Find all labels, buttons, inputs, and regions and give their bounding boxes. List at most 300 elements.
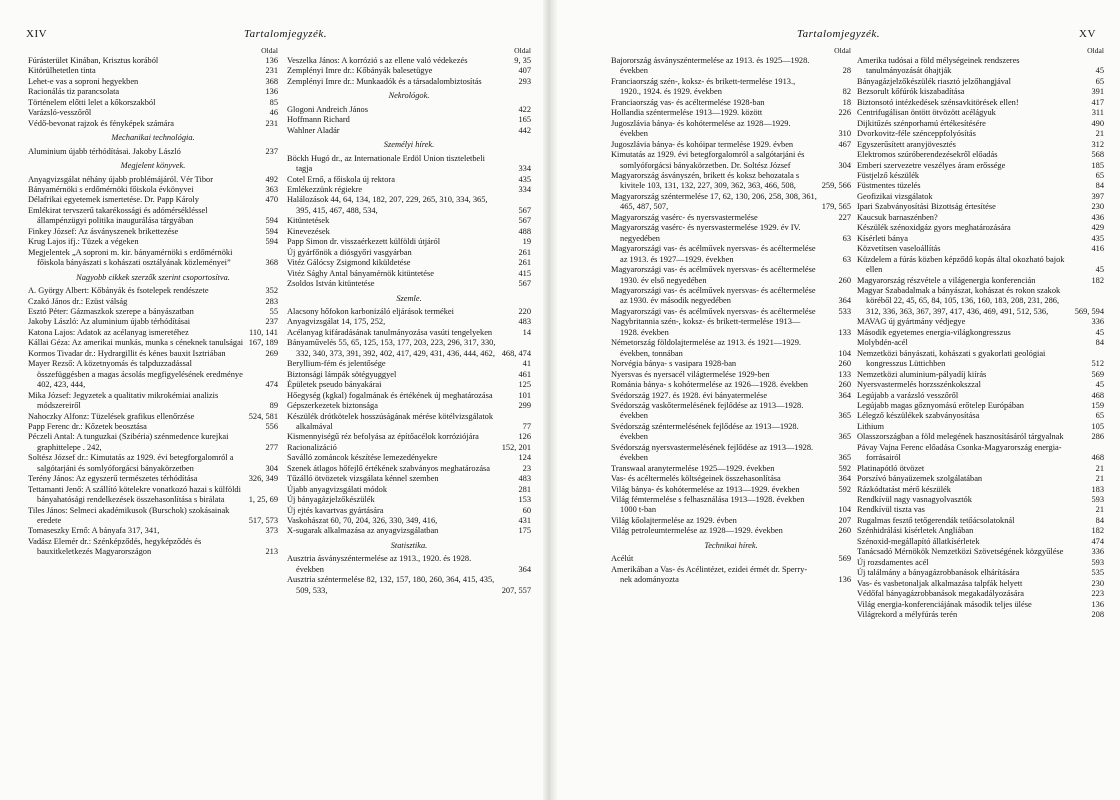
index-entry	[287, 317, 531, 327]
entry-page-number: 105	[1073, 422, 1104, 432]
index-entry	[611, 380, 851, 390]
entry-page-number: 152, 201	[501, 442, 531, 452]
entry-page-number: 533	[820, 307, 851, 317]
entry-title: Alacsony hőfokon karbonizáló eljárások termékei	[287, 306, 454, 316]
entry-page-number: 364	[500, 565, 531, 575]
entry-page-number: 125	[500, 380, 531, 390]
entry-page-number: 41	[500, 359, 531, 369]
entry-title: Rendkívül tiszta vas	[857, 505, 925, 515]
entry-title: Anyagvizsgálat néhány újabb problémájáról. Vér Tibor	[28, 174, 213, 184]
entry-title: Lehet-e vas a soproni hegyekben	[28, 76, 139, 86]
entry-title: Ipari Szabványosítási Bizottság értesítése	[857, 202, 996, 212]
section-heading: Személyi hírek.	[383, 140, 435, 150]
entry-title: Ausztria ásványszéntermelése az 1913., 1920. és 1928. években	[287, 554, 472, 574]
right-page-column-1	[611, 46, 851, 586]
entry-page-number: 179, 565	[821, 202, 851, 212]
entry-title: Új rozsdamentes acél	[857, 557, 929, 567]
entry-page-number: 391	[1073, 87, 1104, 97]
index-entry	[28, 391, 278, 412]
entry-title: Svédország 1927. és 1928. évi bányatermelése	[611, 390, 768, 400]
column-page-label: Oldal	[514, 46, 531, 55]
index-entry	[28, 297, 278, 307]
entry-page-number: 352	[247, 286, 278, 296]
entry-title: Világ fémtermelése s felhasználása 1913—1928. években 1000 t-ban	[611, 495, 805, 515]
entry-title: Magyar Szabadalmak a bányászat, kohászat és rokon szakok köréből 22, 45, 65, 84, 105, 136, 160, 183, 208, 231, 286, 312, 336, 363, 367, 397, 417, 436, 469, 491, 512, 536,	[857, 285, 1061, 316]
index-entry	[857, 349, 1104, 370]
entry-title: Vas- és acéltermelés költségeinek összehasonlítása	[611, 474, 781, 484]
index-entry	[857, 244, 1104, 254]
index-entry	[611, 98, 851, 108]
entry-page-number: 183	[1073, 485, 1104, 495]
index-entry	[611, 150, 851, 171]
index-entry	[857, 98, 1104, 108]
section-heading: Statisztika.	[390, 540, 428, 550]
entry-title: Biztonsotó intézkedések szénsavkitörések ellen!	[857, 97, 1019, 107]
entry-title: Emlékirat tervszerű takarékossági és adómérsékléssel állampénzügyi politika inaugurálása tárgyában	[28, 205, 208, 226]
entry-page-number: 126	[500, 432, 531, 442]
entry-page-number: 175	[500, 526, 531, 536]
entry-page-number: 363	[247, 185, 278, 195]
entry-page-number: 45	[1073, 328, 1104, 338]
entry-page-number: 77	[500, 422, 531, 432]
entry-page-number: 231	[247, 119, 278, 129]
entry-title: Terény János: Az egyszerű természetes térhódítása	[28, 474, 198, 484]
index-entry	[287, 154, 531, 175]
index-entry	[28, 526, 278, 536]
index-entry	[287, 185, 531, 195]
entry-page-number: 474	[247, 380, 278, 390]
entry-title: Veszelka János: A korrózió s az ellene való védekezés	[287, 56, 468, 65]
entry-title: Papp Ferenc dr.: Kőzetek beosztása	[28, 421, 147, 431]
entry-page-number: 334	[500, 164, 531, 174]
entry-page-number: 431	[500, 516, 531, 526]
entry-page-number: 535	[1073, 568, 1104, 578]
entry-title: Jakoby László: Az aluminium újabb térhódításai	[28, 317, 191, 327]
index-entry	[857, 495, 1104, 505]
entry-title: Acélanyag kifáradásának tanulmányozása vasúti tengelyeken	[287, 327, 493, 337]
index-entry	[28, 359, 278, 390]
index-entry	[857, 213, 1104, 223]
entry-title: Nyersvastermelés horzsszénkokszzal	[857, 380, 981, 390]
index-entry	[287, 453, 531, 463]
entry-title: Védőfal bányagázrobbanások megakadályozására	[857, 589, 1024, 599]
left-page	[0, 0, 543, 800]
entry-title: Tiles János: Selmeci akadémikusok (Burschok) szokásainak eredete	[28, 505, 230, 526]
index-entry	[857, 391, 1104, 401]
index-entry	[857, 150, 1104, 160]
entry-page-number: 46	[247, 108, 278, 118]
entry-page-number: 368	[247, 77, 278, 87]
entry-title: Bányagázjelzőkészülék riasztó jelzőhangjával	[857, 76, 1011, 86]
entry-title: Olasszországban a föld melegének hasznosításáról tárgyalnak	[857, 432, 1064, 442]
section-heading: Megjelent könyvek.	[120, 161, 186, 171]
entry-page-number: 65	[1073, 411, 1104, 421]
index-entry	[28, 237, 278, 247]
entry-title: Vitéz Gálócsy Zsigmond kiküldetése	[287, 258, 411, 268]
entry-title: Tanácsadó Mérnökök Nemzetközi Szövetségének közgyűlése	[857, 547, 1064, 557]
entry-page-number: 512	[1073, 359, 1104, 369]
entry-title: Vadász Elemér dr.: Szénképződés, hegyképződés és bauxitkeletkezés Magyarországon	[28, 536, 202, 557]
entry-title: Hollandia széntermelése 1913—1929. között	[611, 108, 763, 118]
entry-page-number: 567	[500, 206, 531, 216]
entry-page-number: 21	[1073, 474, 1104, 484]
index-entry	[857, 516, 1104, 526]
entry-title: Elektromos szúróberendezésekről előadás	[857, 150, 998, 160]
entry-page-number: 592	[820, 464, 851, 474]
entry-title: Németország földolajtermelése az 1913. és 1921—1929. években, tonnában	[611, 338, 802, 358]
entry-page-number: 277	[247, 443, 278, 453]
entry-page-number: 568	[1073, 150, 1104, 160]
index-entry	[611, 565, 851, 586]
index-entry	[857, 526, 1104, 536]
index-entry	[28, 185, 278, 195]
index-entry	[857, 411, 1104, 421]
index-entry	[857, 119, 1104, 129]
index-entry	[287, 370, 531, 380]
index-entry	[287, 269, 531, 279]
entry-page-number: 110, 141	[248, 327, 278, 337]
index-entry	[857, 255, 1104, 276]
entry-page-number: 470	[247, 195, 278, 205]
index-entry	[287, 401, 531, 411]
entry-title: Magyarország széntermelése 17, 62, 130, 206, 258, 308, 361, 465, 487, 507,	[611, 191, 817, 212]
entry-page-number: 334	[500, 185, 531, 195]
index-entry	[857, 56, 1104, 77]
index-entry	[857, 234, 1104, 244]
entry-page-number: 364	[820, 296, 851, 306]
entry-title: Svédország nyersvastermelésének fejlődése az 1913—1928. években	[611, 442, 814, 463]
index-entry	[857, 579, 1104, 589]
index-entry	[611, 464, 851, 474]
entry-title: Emlékezzünk régiekre	[287, 184, 363, 194]
entry-title: Történelem előtti lelet a kőkorszakból	[28, 97, 156, 107]
index-entry	[857, 181, 1104, 191]
index-entry	[857, 161, 1104, 171]
entry-title: Kísérleti bánya	[857, 233, 908, 243]
index-entry	[28, 248, 278, 269]
entry-page-number: 365	[820, 411, 851, 421]
entry-title: Katona Lajos: Adatok az acélanyag ismeretéhez	[28, 327, 189, 337]
index-entry	[287, 391, 531, 401]
left-page-number: XIV	[26, 28, 48, 40]
index-entry	[287, 126, 531, 136]
entry-title: Amerika tudósai a föld mélységeinek rendszeres tanulmányozását óhajtják	[857, 56, 1020, 76]
entry-title: Papp Simon dr. visszaérkezett külföldi útjáról	[287, 237, 441, 247]
entry-title: Mayer Rezső: A közetnyomás és talpduzzadással összefüggésben a magas ácsolás megfigyelésének eredménye 402, 423, 444,	[28, 359, 243, 390]
entry-title: Magyarország részvétele a világenergia konferencián	[857, 275, 1036, 285]
entry-page-number: 124	[500, 453, 531, 463]
entry-page-number: 89	[247, 401, 278, 411]
entry-page-number: 364	[820, 474, 851, 484]
entry-page-number: 223	[1073, 589, 1104, 599]
entry-title: Új találmány a bányagázrobbanások elhárítására	[857, 568, 1020, 578]
index-entry	[857, 464, 1104, 474]
entry-title: Délafrikai egyetemek ismertetése. Dr. Papp Károly	[28, 195, 199, 205]
entry-title: Esztó Péter: Gázmaszkok szerepe a bányászatban	[28, 306, 194, 316]
entry-page-number: 21	[1073, 464, 1104, 474]
entry-title: Védő-bevonat rajzok és fényképek számára	[28, 118, 175, 128]
index-entry	[611, 286, 851, 307]
entry-page-number: 259, 566	[821, 181, 851, 191]
entry-title: Mika József: Jegyzetek a qualitativ mikrokémiai analizis módszereiről	[28, 390, 219, 411]
index-entry	[287, 443, 531, 453]
entry-title: Porszívó bányaüzemek szolgálatában	[857, 474, 983, 484]
entry-title: Hoffmann Richard	[287, 115, 350, 125]
entry-page-number: 461	[500, 370, 531, 380]
entry-title: Rugalmas fesztő tetőgerendák tetőácsolatoknál	[857, 515, 1015, 525]
entry-page-number: 65	[1073, 171, 1104, 181]
entry-title: Kitüntetések	[287, 216, 330, 226]
entry-title: Varázsló-vesszőről	[28, 108, 92, 118]
index-entry	[28, 537, 278, 558]
index-entry	[28, 286, 278, 296]
index-entry	[287, 516, 531, 526]
index-entry	[28, 474, 278, 484]
entry-title: Racionalizáció	[287, 442, 337, 452]
index-entry	[287, 432, 531, 442]
index-entry	[287, 66, 531, 76]
index-entry	[857, 610, 1104, 620]
entry-page-number: 407	[500, 66, 531, 76]
index-entry	[287, 56, 531, 66]
entry-title: Vas- és vasbetonaljak alkalmazása talpfák helyett	[857, 578, 1023, 588]
right-page	[557, 0, 1120, 800]
entry-title: Füstjelző készülék	[857, 170, 920, 180]
entry-page-number: 468, 474	[501, 348, 531, 358]
index-entry	[28, 119, 278, 129]
index-entry	[611, 443, 851, 464]
entry-title: Fúrásterület Kinában, Krisztus korából	[28, 56, 159, 65]
entry-page-number: 304	[820, 161, 851, 171]
entry-title: Wahlner Aladár	[287, 125, 340, 135]
index-entry	[28, 108, 278, 118]
entry-page-number: 435	[500, 175, 531, 185]
entry-page-number: 569	[1073, 370, 1104, 380]
entry-page-number: 104	[820, 349, 851, 359]
entry-page-number: 260	[820, 359, 851, 369]
entry-page-number: 293	[500, 77, 531, 87]
entry-title: Transwaal aranytermelése 1925—1929. években	[611, 463, 775, 473]
index-entry	[287, 105, 531, 115]
entry-title: Kállai Géza: Az amerikai munkás, munka s céneknek tanulságai	[28, 338, 244, 348]
entry-page-number: 593	[1073, 495, 1104, 505]
entry-page-number: 483	[500, 474, 531, 484]
entry-title: Világ bánya- és kohótermelése az 1913—1929. években	[611, 484, 800, 494]
right-page-header: Tartalomjegyzék.	[797, 28, 881, 40]
index-entry	[28, 328, 278, 338]
index-entry	[857, 223, 1104, 233]
entry-title: Emberi szervezetre veszélyes áram erőssége	[857, 160, 1006, 170]
right-page-column-2	[857, 46, 1104, 620]
index-entry	[857, 600, 1104, 610]
entry-page-number: 84	[1073, 516, 1104, 526]
entry-page-number: 397	[1073, 192, 1104, 202]
index-entry	[611, 359, 851, 369]
index-entry	[857, 77, 1104, 87]
index-entry	[28, 56, 278, 66]
index-entry	[287, 506, 531, 516]
entry-page-number: 63	[820, 255, 851, 265]
index-entry	[857, 286, 1104, 317]
entry-page-number: 45	[1073, 265, 1104, 275]
entry-title: Geofizikai vizsgálatok	[857, 191, 933, 201]
index-entry	[857, 129, 1104, 139]
index-entry	[611, 495, 851, 516]
entry-page-number: 153	[500, 495, 531, 505]
entry-title: Zemplényi Imre dr.: Munkaadók és a társadalombiztosítás	[287, 76, 482, 86]
index-entry	[287, 115, 531, 125]
entry-title: Czakó János dr.: Ezüst válság	[28, 296, 128, 306]
entry-page-number: 182	[1073, 526, 1104, 536]
entry-page-number: 226	[820, 108, 851, 118]
entry-title: Böckh Hugó dr., az Internationale Erdöl Union tiszteletbeli tagja	[287, 153, 485, 174]
entry-page-number: 269	[247, 349, 278, 359]
entry-page-number: 468	[1073, 391, 1104, 401]
index-entry	[28, 485, 278, 506]
entry-title: Finkey József: Az ásványszenek brikettezése	[28, 226, 179, 236]
entry-title: Románia bánya- s kohótermelése az 1926—1928. években	[611, 380, 808, 390]
entry-title: Platinapótló ötvözet	[857, 463, 925, 473]
entry-page-number: 365	[820, 453, 851, 463]
entry-title: Pávay Vajna Ferenc előadása Csonka-Magyarország energia-forrásairól	[857, 442, 1062, 463]
entry-page-number: 416	[1073, 244, 1104, 254]
entry-title: Gépszerkezetek biztonsága	[287, 401, 378, 411]
entry-page-number: 18	[820, 98, 851, 108]
index-entry	[611, 119, 851, 140]
index-entry	[287, 195, 531, 216]
entry-title: Soltész József dr.: Kimutatás az 1929. évi betegforgalomról a salgótarjáni és somlyóforgácsi bányakörzetben	[28, 453, 234, 473]
index-entry	[287, 464, 531, 474]
left-page-header: Tartalomjegyzék.	[244, 28, 328, 40]
entry-page-number: 415	[500, 269, 531, 279]
entry-title: Amerikában a Vas- és Acélintézet, ezidei érmét dr. Sperry-nek adományozta	[611, 564, 808, 585]
entry-page-number: 492	[247, 175, 278, 185]
entry-title: Bányamérnöki s erdőmérnöki főiskola évkönyvei	[28, 184, 194, 194]
index-entry	[611, 516, 851, 526]
left-page-column-1	[28, 46, 278, 558]
index-entry	[611, 554, 851, 564]
entry-title: A. György Albert: Kőbányák és fsotelepek rendészete	[28, 286, 209, 296]
entry-title: Tettamanti Jenő: A szállító kötelekre vonatkozó hazai s külföldi bányahatósági rendelkezések összehasonlítása s birálata	[28, 484, 241, 505]
index-entry	[287, 237, 531, 247]
right-page-number: XV	[1079, 28, 1096, 40]
index-entry	[287, 307, 531, 317]
entry-title: Tomaseszky Ernő: A bányafa 317, 341,	[28, 526, 160, 536]
entry-title: Lithium	[857, 421, 884, 431]
entry-title: Megjelentek „A soproni m. kir. bányamérnöki s erdőmérnöki főiskola bányászati s kohászati osztályának közleményei”	[28, 247, 233, 268]
index-entry	[857, 422, 1104, 432]
entry-title: Legújabb a varázsló vesszőről	[857, 390, 959, 400]
entry-title: Zemplényi Imre dr.: Kőbányák balesetügye	[287, 66, 433, 76]
entry-page-number: 213	[247, 547, 278, 557]
index-entry	[287, 227, 531, 237]
entry-page-number: 336	[1073, 547, 1104, 557]
entry-page-number: 261	[500, 258, 531, 268]
entry-page-number: 230	[1073, 202, 1104, 212]
entry-title: Bajorország ásványszéntermelése az 1913. és 1925—1928. években	[611, 56, 810, 76]
index-entry	[287, 554, 531, 575]
entry-page-number: 45	[1073, 66, 1104, 76]
column-page-label: Oldal	[261, 46, 278, 55]
entry-page-number: 442	[500, 126, 531, 136]
entry-page-number: 283	[247, 297, 278, 307]
entry-page-number: 286	[1073, 432, 1104, 442]
entry-page-number: 304	[247, 464, 278, 474]
entry-page-number: 9, 35	[500, 56, 531, 66]
index-entry	[857, 558, 1104, 568]
entry-page-number: 182	[1073, 276, 1104, 286]
index-entry	[287, 328, 531, 338]
entry-title: Egyszerűsített aranyjövesztés	[857, 139, 956, 149]
entry-title: X-sugarak alkalmazása az anyagvizsgálatban	[287, 526, 439, 536]
entry-page-number: 467	[820, 140, 851, 150]
entry-title: Svédország széntermelésének fejlődése az 1913—1928. években	[611, 421, 799, 442]
entry-title: Világ kőolajtermelése az 1929. évben	[611, 515, 737, 525]
entry-title: Rázkódtatást mérő készülék	[857, 484, 951, 494]
entry-title: Glogoni Andreich János	[287, 104, 368, 114]
entry-page-number: 21	[1073, 129, 1104, 139]
entry-page-number: 101	[500, 391, 531, 401]
index-entry	[857, 568, 1104, 578]
entry-title: Krug Lajos ifj.: Tüzek a végeken	[28, 237, 139, 247]
entry-page-number: 326, 349	[248, 474, 278, 484]
index-entry	[28, 412, 278, 422]
entry-page-number: 336	[1073, 317, 1104, 327]
index-entry	[28, 195, 278, 205]
entry-title: Magyarország vasérc- és nyersvastermelése 1929. év IV. negyedében	[611, 223, 801, 243]
entry-page-number: 429	[1073, 223, 1104, 233]
entry-title: Lélegző készülékek szabványosítása	[857, 411, 980, 421]
index-entry	[28, 98, 278, 108]
entry-title: Zsoldos István kitüntetése	[287, 279, 375, 289]
entry-page-number: 14	[500, 328, 531, 338]
index-entry	[287, 526, 531, 536]
index-entry	[857, 443, 1104, 464]
column-page-label: Oldal	[1087, 46, 1104, 55]
index-entry	[287, 338, 531, 359]
entry-page-number: 136	[820, 575, 851, 585]
entry-title: Hőegység (kgkal) fogalmának és értékének új meghatározása	[287, 390, 493, 400]
entry-page-number: 593	[1073, 558, 1104, 568]
entry-page-number: 260	[820, 380, 851, 390]
section-heading: Technikai hírek.	[704, 540, 758, 550]
entry-title: Magyarország vasérc- és nyersvastermelése	[611, 212, 758, 222]
entry-title: Aluminium újabb térhódításai. Jakoby László	[28, 146, 181, 156]
index-entry	[611, 485, 851, 495]
entry-title: Vitéz Sághy Antal bányamérnök kitüntetése	[287, 268, 434, 278]
entry-page-number: 592	[820, 485, 851, 495]
entry-page-number: 468	[1073, 453, 1104, 463]
index-entry	[28, 432, 278, 453]
entry-page-number: 237	[247, 317, 278, 327]
entry-page-number: 435	[1073, 234, 1104, 244]
index-entry	[28, 175, 278, 185]
entry-title: Második egyetemes energia-világkongresszus	[857, 327, 1011, 337]
index-entry	[857, 401, 1104, 411]
entry-page-number: 85	[247, 98, 278, 108]
entry-title: Acélút	[611, 554, 634, 564]
entry-page-number: 364	[820, 391, 851, 401]
entry-page-number: 422	[500, 105, 531, 115]
entry-page-number: 311	[1073, 108, 1104, 118]
entry-page-number: 63	[820, 234, 851, 244]
index-entry	[287, 216, 531, 226]
entry-page-number: 474	[1073, 537, 1104, 547]
index-entry	[611, 77, 851, 98]
entry-title: Nyersvas és nyersacél világtermelése 1929-ben	[611, 369, 770, 379]
index-entry	[28, 87, 278, 97]
index-entry	[287, 279, 531, 289]
